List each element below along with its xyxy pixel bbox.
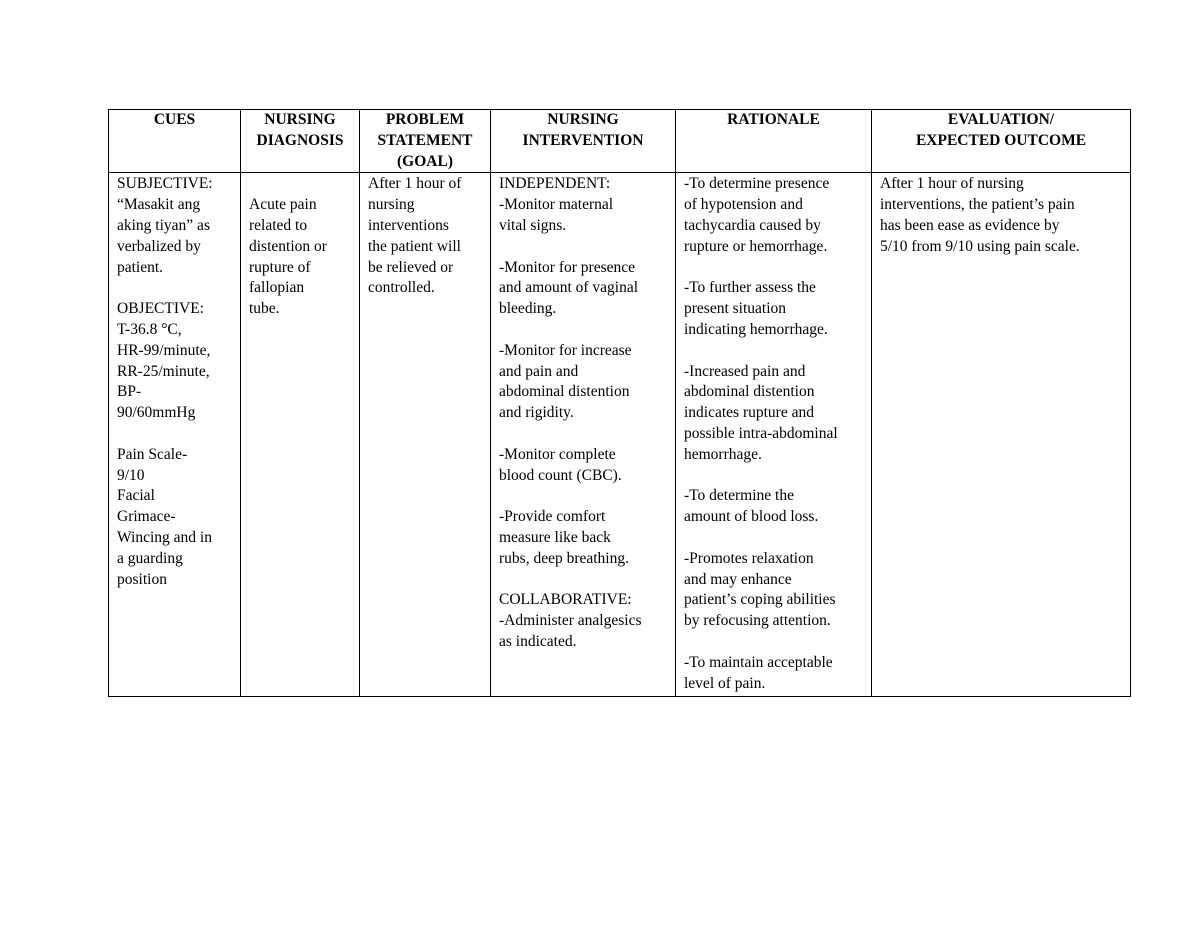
intervention-line: and rigidity. xyxy=(499,404,574,422)
header-line: NURSING xyxy=(264,111,336,128)
header-cues xyxy=(109,110,241,173)
intervention-line: COLLABORATIVE: xyxy=(499,591,632,609)
rationale-line xyxy=(684,341,863,362)
intervention-line: and pain and xyxy=(499,362,579,380)
rationale-line: -To maintain acceptable xyxy=(684,653,833,671)
cues-line: Pain Scale- xyxy=(117,445,188,463)
rationale-line: hemorrhage. xyxy=(684,445,762,463)
evaluation-line: After 1 hour of nursing xyxy=(880,175,1024,193)
nursing-care-plan-table xyxy=(108,109,1131,697)
header-nursing-intervention xyxy=(491,110,676,173)
header-line: (GOAL) xyxy=(397,152,453,170)
header-problem-statement xyxy=(360,110,491,173)
header-line: NURSING xyxy=(547,111,619,128)
rationale-line: of hypotension and xyxy=(684,196,803,214)
header-line: INTERVENTION xyxy=(522,131,644,149)
intervention-line: vital signs. xyxy=(499,216,567,234)
cues-line: “Masakit ang xyxy=(117,196,201,214)
intervention-line xyxy=(499,237,667,258)
rationale-line: level of pain. xyxy=(684,674,766,692)
cues-line: Facial xyxy=(117,487,155,505)
intervention-line: -Monitor for presence xyxy=(499,258,636,276)
intervention-line: rubs, deep breathing. xyxy=(499,549,629,567)
header-row xyxy=(109,110,1131,173)
rationale-line: present situation xyxy=(684,300,787,318)
evaluation-cell xyxy=(872,173,1131,697)
intervention-line: blood count (CBC). xyxy=(499,466,622,484)
intervention-line xyxy=(499,320,667,341)
cues-line: verbalized by xyxy=(117,237,201,255)
rationale-line: amount of blood loss. xyxy=(684,508,819,526)
intervention-line: -Monitor for increase xyxy=(499,341,632,359)
evaluation-line: interventions, the patient’s pain xyxy=(880,196,1075,214)
cues-line: patient. xyxy=(117,258,164,276)
cues-line: T-36.8 °C, xyxy=(117,320,182,338)
rationale-line xyxy=(684,466,863,487)
rationale-line: -To determine the xyxy=(684,487,794,505)
goal-line: nursing xyxy=(368,196,415,214)
rationale-line: and may enhance xyxy=(684,570,792,588)
header-rationale xyxy=(676,110,872,173)
rationale-line: indicating hemorrhage. xyxy=(684,320,828,338)
header-line: EXPECTED OUTCOME xyxy=(915,131,1087,149)
diagnosis-line: rupture of xyxy=(249,258,311,276)
intervention-line: -Provide comfort xyxy=(499,508,606,526)
cues-line: OBJECTIVE: xyxy=(117,300,204,318)
goal-line: interventions xyxy=(368,216,449,234)
table-row xyxy=(109,173,1131,697)
cues-line: HR-99/minute, xyxy=(117,341,211,359)
header-line: RATIONALE xyxy=(727,111,820,128)
intervention-line: -Monitor maternal xyxy=(499,196,614,214)
intervention-line: bleeding. xyxy=(499,300,557,318)
diagnosis-line: distention or xyxy=(249,237,327,255)
intervention-line: -Monitor complete xyxy=(499,445,616,463)
intervention-line: INDEPENDENT: xyxy=(499,175,611,193)
rationale-line xyxy=(684,632,863,653)
diagnosis-line: Acute pain xyxy=(249,196,317,214)
intervention-line: measure like back xyxy=(499,528,611,546)
rationale-line: abdominal distention xyxy=(684,383,815,401)
intervention-line: -Administer analgesics xyxy=(499,612,642,630)
rationale-line: patient’s coping abilities xyxy=(684,591,836,609)
rationale-line: -To further assess the xyxy=(684,279,816,297)
header-line: STATEMENT xyxy=(377,131,473,149)
diagnosis-line: tube. xyxy=(249,300,280,318)
diagnosis-cell xyxy=(241,173,360,697)
diagnosis-line xyxy=(249,174,351,195)
header-line: EVALUATION/ xyxy=(947,111,1055,128)
header-evaluation xyxy=(872,110,1131,173)
diagnosis-line: fallopian xyxy=(249,279,305,297)
rationale-line xyxy=(684,258,863,279)
rationale-line: -Increased pain and xyxy=(684,362,806,380)
cues-line: a guarding xyxy=(117,549,183,567)
rationale-line: indicates rupture and xyxy=(684,404,814,422)
cues-line: RR-25/minute, xyxy=(117,362,210,380)
rationale-line: -Promotes relaxation xyxy=(684,549,814,567)
header-line: PROBLEM xyxy=(385,111,465,128)
intervention-line: and amount of vaginal xyxy=(499,279,639,297)
rationale-line: rupture or hemorrhage. xyxy=(684,237,828,255)
rationale-cell xyxy=(676,173,872,697)
cues-line: Grimace- xyxy=(117,508,176,526)
cues-line xyxy=(117,424,232,445)
rationale-line: tachycardia caused by xyxy=(684,216,821,234)
goal-line: After 1 hour of xyxy=(368,175,462,193)
goal-line: controlled. xyxy=(368,279,435,297)
rationale-line xyxy=(684,528,863,549)
header-line: DIAGNOSIS xyxy=(256,131,344,149)
evaluation-line: has been ease as evidence by xyxy=(880,216,1060,234)
intervention-cell xyxy=(491,173,676,697)
intervention-line: abdominal distention xyxy=(499,383,630,401)
cues-line: 90/60mmHg xyxy=(117,404,196,422)
cues-line: SUBJECTIVE: xyxy=(117,175,213,193)
goal-line: the patient will xyxy=(368,237,461,255)
header-line: CUES xyxy=(153,111,196,128)
intervention-line xyxy=(499,570,667,591)
rationale-line: -To determine presence xyxy=(684,175,830,193)
intervention-line: as indicated. xyxy=(499,632,577,650)
header-nursing-diagnosis xyxy=(241,110,360,173)
intervention-line xyxy=(499,486,667,507)
evaluation-line: 5/10 from 9/10 using pain scale. xyxy=(880,237,1080,255)
rationale-line: by refocusing attention. xyxy=(684,612,831,630)
cues-line xyxy=(117,278,232,299)
goal-line: be relieved or xyxy=(368,258,454,276)
cues-line: BP- xyxy=(117,383,142,401)
goal-cell xyxy=(360,173,491,697)
diagnosis-line: related to xyxy=(249,216,308,234)
cues-line: aking tiyan” as xyxy=(117,216,210,234)
intervention-line xyxy=(499,424,667,445)
rationale-line: possible intra-abdominal xyxy=(684,424,838,442)
cues-line: Wincing and in xyxy=(117,528,212,546)
cues-line: 9/10 xyxy=(117,466,145,484)
cues-cell xyxy=(109,173,241,697)
cues-line: position xyxy=(117,570,167,588)
